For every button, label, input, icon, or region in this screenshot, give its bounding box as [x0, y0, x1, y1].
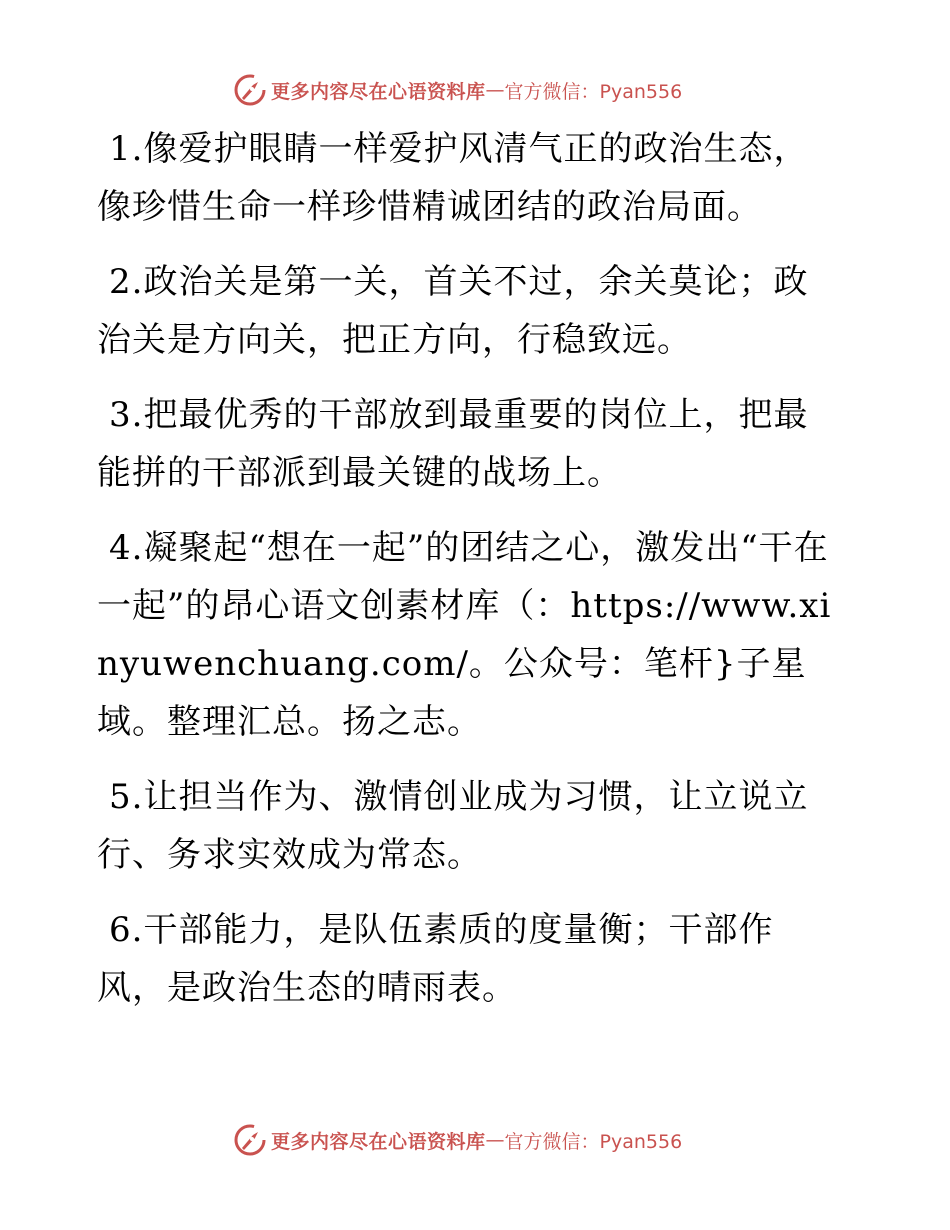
paragraph-2: 2.政治关是第一关，首关不过，余关莫论；政治关是方向关，把正方向，行稳致远。 [97, 262, 809, 360]
pen-nib-circle-icon [233, 1123, 267, 1157]
paragraph-6: 6.干部能力，是队伍素质的度量衡；干部作风，是政治生态的晴雨表。 [97, 910, 774, 1008]
footer-wechat-text: 官方微信：Pyan556 [504, 1130, 683, 1153]
paragraph-1: 1.像爱护眼睛一样爱护风清气正的政治生态，像珍惜生命一样珍惜精诚团结的政治局面。 [97, 129, 809, 227]
pen-nib-circle-icon [233, 73, 267, 107]
header-banner-separator: — [485, 79, 505, 101]
header-banner [233, 72, 682, 108]
footer-banner-separator: — [485, 1129, 505, 1151]
paragraph-3: 3.把最优秀的干部放到最重要的岗位上，把最能拼的干部派到最关键的战场上。 [97, 395, 809, 493]
footer-banner [233, 1122, 682, 1158]
document-body [97, 120, 832, 1034]
footer-banner-text: 更多内容尽在心语资料库 [271, 1130, 486, 1153]
paragraph-5: 5.让担当作为、激情创业成为习惯，让立说立行、务求实效成为常态。 [97, 777, 809, 875]
header-wechat-text: 官方微信：Pyan556 [504, 80, 683, 103]
header-banner-text: 更多内容尽在心语资料库 [271, 80, 486, 103]
paragraph-4: 4.凝聚起“想在一起”的团结之心，激发出“干在一起”的昂心语文创素材库（：https://www.xinyuwenchuang.com/。公众号：笔杆}子星域。整理汇总。扬之志。 [97, 528, 832, 742]
